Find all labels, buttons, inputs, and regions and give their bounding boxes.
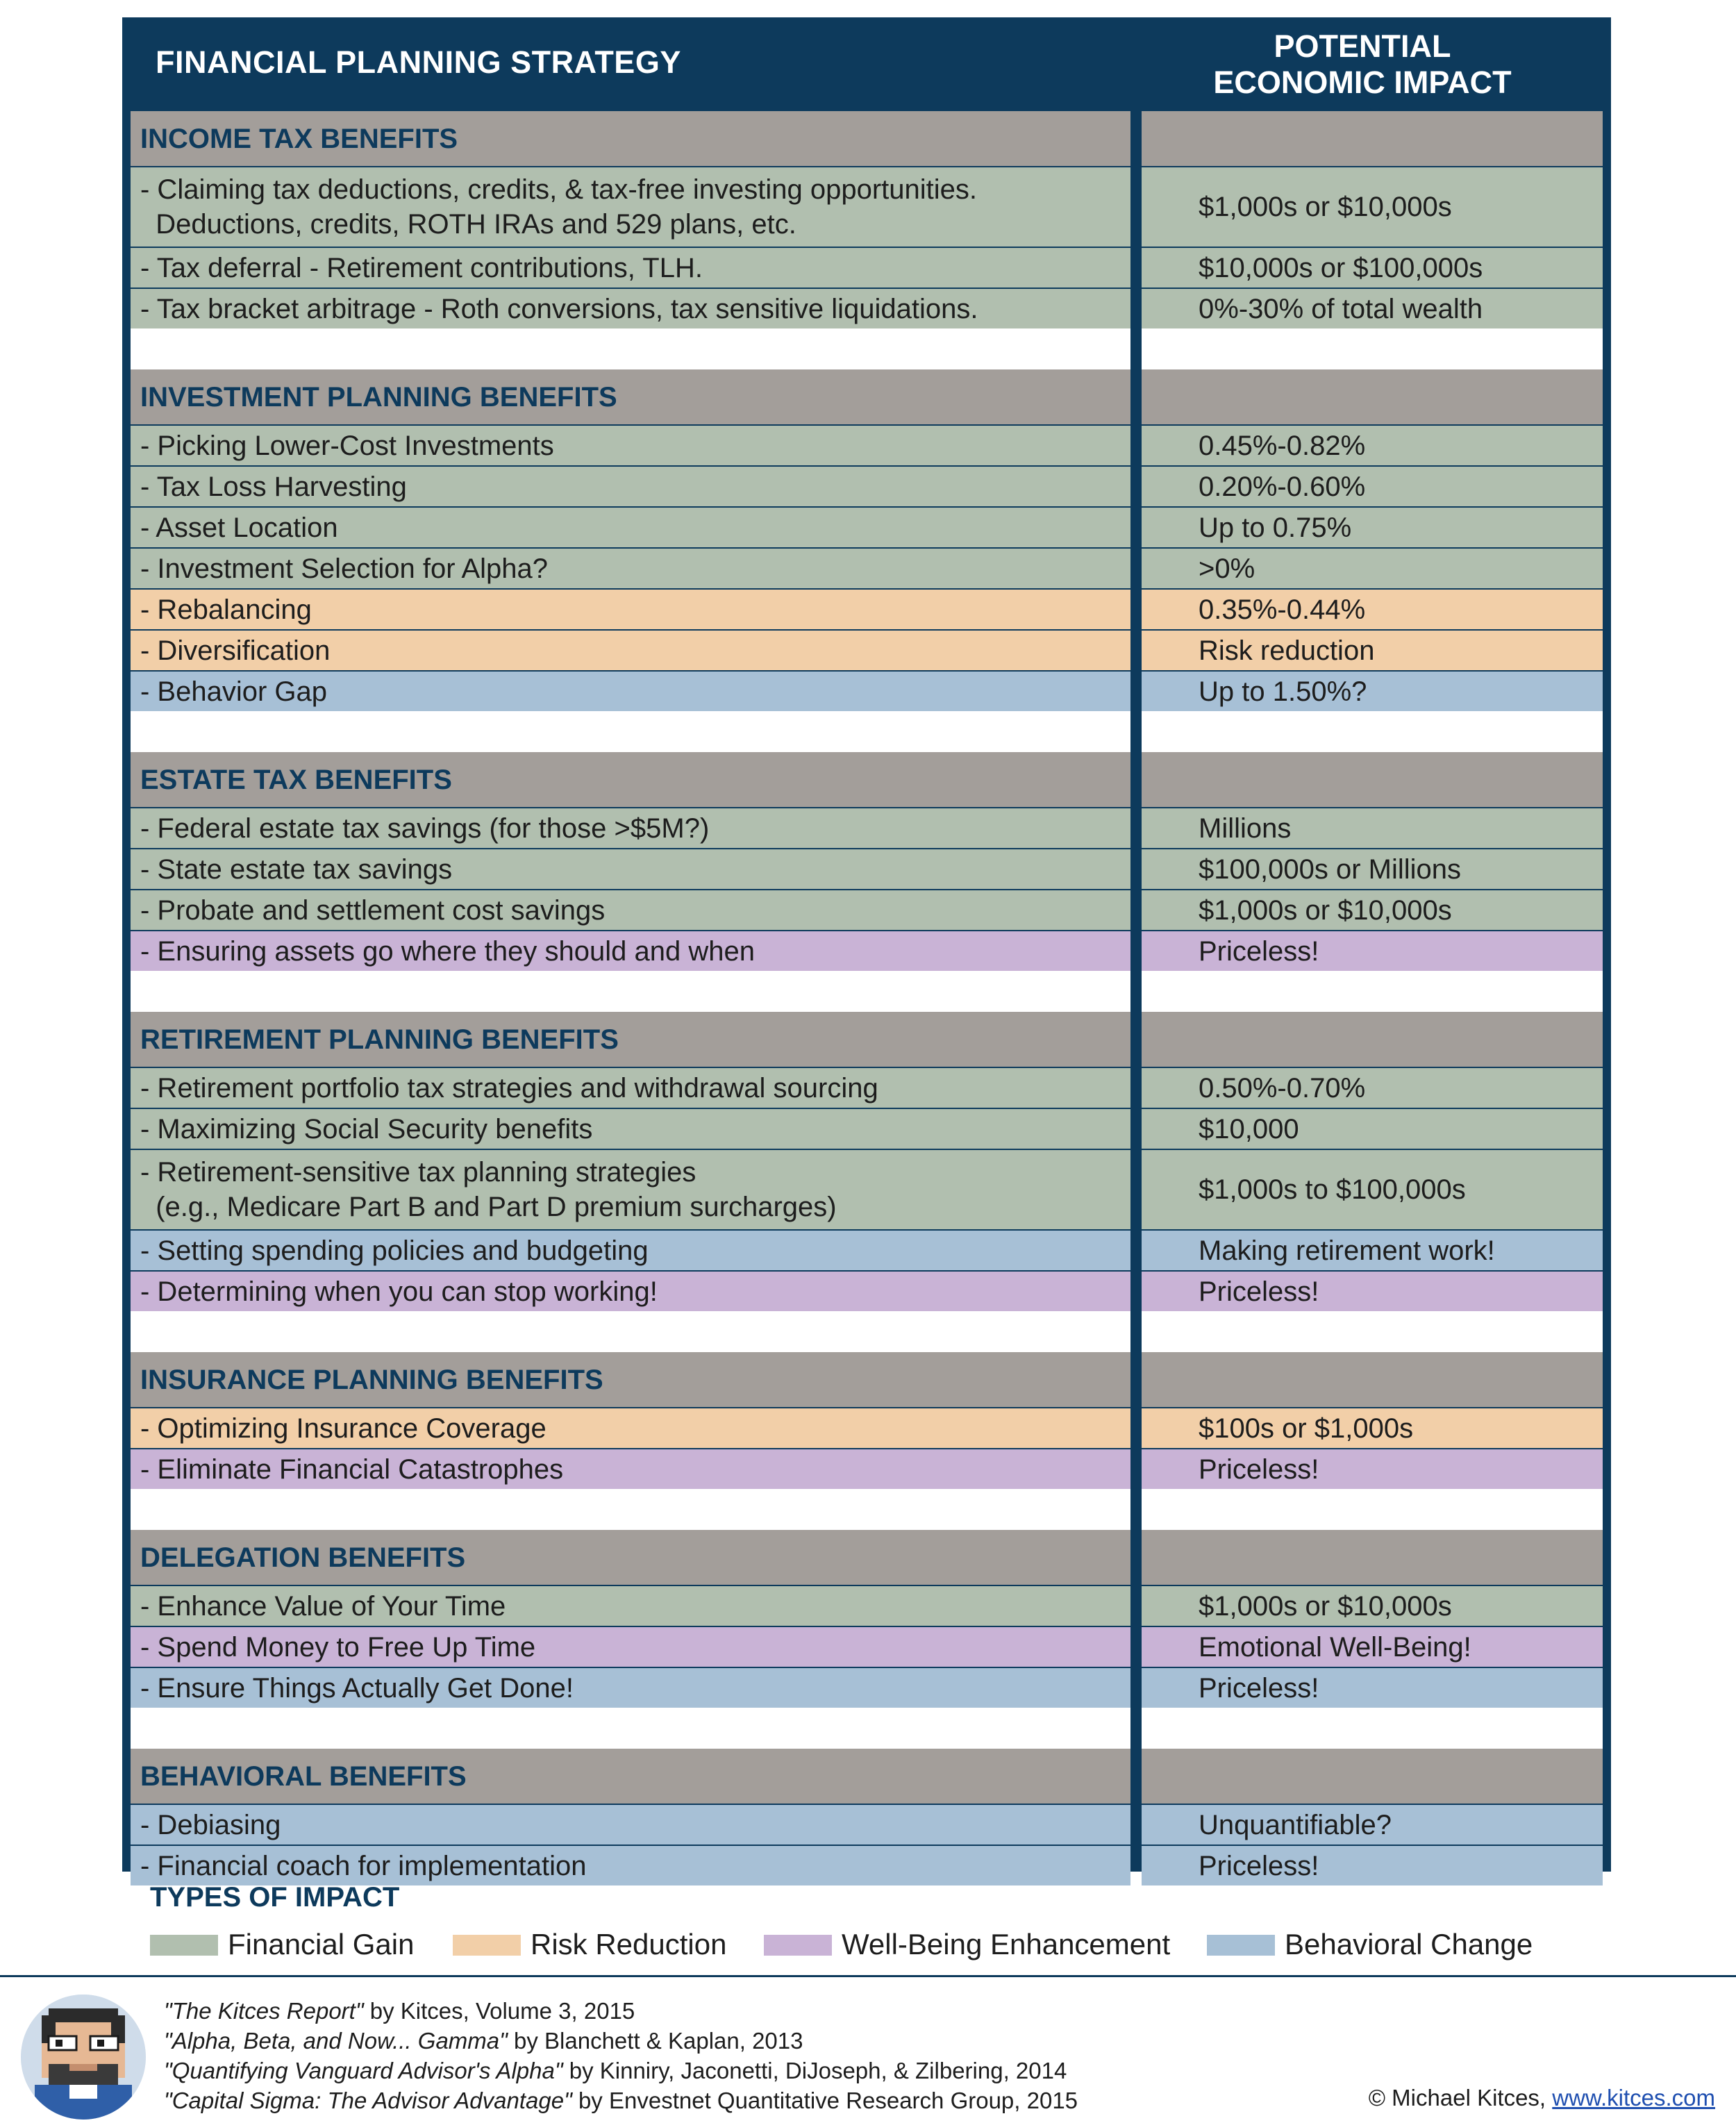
strategy-cell	[131, 465, 1130, 506]
section-title: INCOME TAX BENEFITS	[140, 123, 458, 154]
strategy-line: - Ensure Things Actually Get Done!	[140, 1672, 574, 1704]
strategy-cell	[131, 1270, 1130, 1311]
strategy-line: - Enhance Value of Your Time	[140, 1590, 506, 1622]
strategy-text	[140, 852, 1130, 887]
impact-cell	[1142, 424, 1603, 465]
strategy-cell	[131, 1448, 1130, 1489]
strategy-line: - Spend Money to Free Up Time	[140, 1631, 536, 1663]
reference-details: by Kitces, Volume 3, 2015	[363, 1998, 635, 2024]
impact-cell	[1142, 1067, 1603, 1108]
section-header	[131, 1530, 1130, 1585]
strategy-text	[140, 428, 1130, 463]
legend-title: TYPES OF IMPACT	[150, 1882, 400, 1913]
impact-value: Up to 0.75%	[1199, 512, 1352, 543]
spacer-row-impact-cell	[1142, 971, 1603, 1012]
strategy-text	[140, 510, 1130, 545]
strategy-line: - Picking Lower-Cost Investments	[140, 430, 554, 461]
section-header-impact-cell	[1142, 1530, 1603, 1585]
section-header	[131, 111, 1130, 166]
impact-value: 0.35%-0.44%	[1199, 594, 1366, 625]
section-header-impact-cell	[1142, 1749, 1603, 1804]
section-header-impact-cell	[1142, 1352, 1603, 1407]
legend-swatch	[150, 1935, 218, 1956]
strategy-line: - Ensuring assets go where they should and when	[140, 935, 755, 967]
impact-cell	[1142, 1448, 1603, 1489]
impact-value: Priceless!	[1199, 1672, 1319, 1704]
spacer-row	[131, 711, 1130, 752]
impact-cell	[1142, 588, 1603, 629]
spacer-row	[131, 328, 1130, 369]
footer-divider	[0, 1975, 1736, 1977]
spacer-row-impact-cell	[1142, 1708, 1603, 1749]
legend-swatch	[1207, 1935, 1275, 1956]
strategy-text	[140, 893, 1130, 928]
reference-title: "Alpha, Beta, and Now... Gamma"	[164, 2028, 508, 2054]
impact-cell	[1142, 1626, 1603, 1667]
strategy-line: - Investment Selection for Alpha?	[140, 553, 548, 584]
spacer-row-impact-cell	[1142, 711, 1603, 752]
strategy-line: - Diversification	[140, 635, 331, 666]
reference-item	[164, 1996, 1078, 2026]
impact-cell	[1142, 1108, 1603, 1149]
strategy-cell	[131, 1585, 1130, 1626]
strategy-line: - Tax Loss Harvesting	[140, 471, 407, 502]
impact-cell	[1142, 1407, 1603, 1448]
legend-label: Financial Gain	[228, 1928, 415, 1960]
impact-value: Risk reduction	[1199, 635, 1375, 666]
strategy-line: - Tax bracket arbitrage - Roth conversions, tax sensitive liquidations.	[140, 293, 978, 324]
impact-value: Priceless!	[1199, 1850, 1319, 1881]
strategy-text	[140, 1274, 1130, 1309]
impact-cell	[1142, 807, 1603, 848]
impact-cell	[1142, 247, 1603, 288]
strategy-cell	[131, 807, 1130, 848]
strategy-line: - Claiming tax deductions, credits, & tax-free investing opportunities.	[140, 174, 978, 205]
section-header	[131, 1749, 1130, 1804]
strategy-text	[140, 674, 1130, 709]
strategy-text	[140, 934, 1130, 969]
strategy-cell	[131, 1149, 1130, 1229]
legend-label: Behavioral Change	[1285, 1928, 1533, 1960]
impact-header-line2: ECONOMIC IMPACT	[1213, 65, 1512, 100]
strategy-text	[140, 551, 1130, 586]
strategy-text	[140, 1671, 1130, 1706]
strategy-cell	[131, 166, 1130, 247]
strategy-cell	[131, 506, 1130, 547]
section-title: DELEGATION BENEFITS	[140, 1542, 466, 1573]
strategy-line: (e.g., Medicare Part B and Part D premium surcharges)	[140, 1192, 837, 1222]
section-header-impact-cell	[1142, 1012, 1603, 1067]
section-header-impact-cell	[1142, 111, 1603, 166]
spacer-row	[131, 971, 1130, 1012]
table-body	[122, 17, 1611, 1881]
impact-cell	[1142, 629, 1603, 670]
legend-label: Risk Reduction	[531, 1928, 727, 1960]
section-header-impact-cell	[1142, 752, 1603, 807]
spacer-row	[131, 1708, 1130, 1749]
strategy-text	[140, 469, 1130, 504]
section-title: ESTATE TAX BENEFITS	[140, 764, 452, 795]
impact-value: Priceless!	[1199, 935, 1319, 967]
strategy-text	[140, 1589, 1130, 1624]
kitces-link[interactable]: www.kitces.com	[1552, 2085, 1715, 2110]
impact-cell	[1142, 1667, 1603, 1708]
strategy-text	[140, 292, 1130, 326]
strategy-text	[140, 251, 1130, 285]
impact-cell	[1142, 506, 1603, 547]
strategy-text	[140, 1233, 1130, 1268]
strategy-cell	[131, 848, 1130, 889]
impact-value: 0.20%-0.60%	[1199, 471, 1366, 502]
spacer-row-impact-cell	[1142, 1311, 1603, 1352]
strategy-line: - Asset Location	[140, 512, 338, 543]
impact-value: Emotional Well-Being!	[1199, 1631, 1471, 1663]
strategy-text	[140, 811, 1130, 846]
section-title: RETIREMENT PLANNING BENEFITS	[140, 1024, 619, 1055]
legend-swatch	[453, 1935, 521, 1956]
legend-swatch	[764, 1935, 832, 1956]
strategy-text	[140, 1849, 1130, 1883]
impact-value: $1,000s or $10,000s	[1199, 192, 1452, 222]
strategy-text	[140, 1630, 1130, 1665]
impact-header-line1: POTENTIAL	[1274, 28, 1451, 64]
strategy-line: - Probate and settlement cost savings	[140, 894, 606, 926]
strategy-text	[140, 633, 1130, 668]
impact-cell	[1142, 1585, 1603, 1626]
section-title: INSURANCE PLANNING BENEFITS	[140, 1364, 603, 1395]
strategy-line: - Behavior Gap	[140, 676, 328, 707]
section-title: INVESTMENT PLANNING BENEFITS	[140, 381, 617, 413]
strategy-line: - Determining when you can stop working!	[140, 1276, 658, 1307]
pixel-portrait-icon	[21, 1995, 146, 2120]
section-header	[131, 752, 1130, 807]
credit-line	[1369, 2085, 1715, 2111]
strategy-text	[140, 1112, 1130, 1147]
impact-value: $1,000s or $10,000s	[1199, 894, 1452, 926]
legend-label: Well-Being Enhancement	[842, 1928, 1171, 1960]
strategy-text	[140, 1452, 1130, 1487]
impact-cell	[1142, 1229, 1603, 1270]
strategy-table	[122, 17, 1611, 1881]
impact-cell	[1142, 1270, 1603, 1311]
strategy-line: - Maximizing Social Security benefits	[140, 1113, 593, 1144]
strategy-line: - Retirement-sensitive tax planning strategies	[140, 1157, 696, 1188]
impact-cell	[1142, 1149, 1603, 1229]
strategy-line: - Debiasing	[140, 1809, 281, 1840]
impact-value: Millions	[1199, 813, 1292, 844]
impact-value: >0%	[1199, 553, 1255, 584]
strategy-text	[140, 1071, 1130, 1106]
section-header	[131, 369, 1130, 424]
reference-item	[164, 2026, 1078, 2056]
reference-title: "The Kitces Report"	[164, 1998, 364, 2024]
impact-cell	[1142, 288, 1603, 328]
impact-value: $10,000	[1199, 1113, 1299, 1144]
reference-details: by Envestnet Quantitative Research Group, 2015	[571, 2088, 1078, 2113]
section-header-impact-cell	[1142, 369, 1603, 424]
strategy-text	[140, 592, 1130, 627]
strategy-cell	[131, 670, 1130, 711]
strategy-line: - Eliminate Financial Catastrophes	[140, 1454, 564, 1485]
impact-cell	[1142, 465, 1603, 506]
strategy-line: Deductions, credits, ROTH IRAs and 529 plans, etc.	[140, 209, 796, 240]
reference-details: by Kinniry, Jaconetti, DiJoseph, & Zilbering, 2014	[562, 2058, 1067, 2083]
strategy-cell	[131, 629, 1130, 670]
strategy-text	[140, 1155, 1130, 1224]
references	[164, 1996, 1078, 2115]
credit-text: © Michael Kitces,	[1368, 2085, 1553, 2110]
strategy-cell	[131, 1067, 1130, 1108]
spacer-row	[131, 1311, 1130, 1352]
strategy-cell	[131, 1407, 1130, 1448]
impact-value: Unquantifiable?	[1199, 1809, 1392, 1840]
reference-title: "Capital Sigma: The Advisor Advantage"	[164, 2088, 572, 2113]
impact-value: Up to 1.50%?	[1199, 676, 1367, 707]
impact-cell	[1142, 1845, 1603, 1885]
reference-item	[164, 2056, 1078, 2085]
strategy-line: - State estate tax savings	[140, 854, 453, 885]
strategy-cell	[131, 1804, 1130, 1845]
impact-value: $100s or $1,000s	[1199, 1413, 1414, 1444]
reference-item	[164, 2085, 1078, 2115]
strategy-cell	[131, 424, 1130, 465]
section-header	[131, 1352, 1130, 1407]
strategy-text	[140, 1808, 1130, 1842]
impact-value: Priceless!	[1199, 1276, 1319, 1307]
spacer-row-impact-cell	[1142, 1489, 1603, 1530]
impact-cell	[1142, 848, 1603, 889]
impact-cell	[1142, 889, 1603, 930]
strategy-line: - Optimizing Insurance Coverage	[140, 1413, 546, 1444]
impact-value: 0.50%-0.70%	[1199, 1072, 1366, 1104]
impact-cell	[1142, 1804, 1603, 1845]
impact-value: $1,000s to $100,000s	[1199, 1174, 1466, 1205]
strategy-text	[140, 1411, 1130, 1446]
impact-value: 0.45%-0.82%	[1199, 430, 1366, 461]
impact-value: Priceless!	[1199, 1454, 1319, 1485]
impact-value: $1,000s or $10,000s	[1199, 1590, 1452, 1622]
strategy-cell	[131, 288, 1130, 328]
impact-cell	[1142, 930, 1603, 971]
strategy-line: - Financial coach for implementation	[140, 1850, 587, 1881]
strategy-cell	[131, 930, 1130, 971]
strategy-line: - Rebalancing	[140, 594, 312, 625]
impact-value: $100,000s or Millions	[1199, 854, 1461, 885]
spacer-row	[131, 1489, 1130, 1530]
strategy-line: - Tax deferral - Retirement contributions, TLH.	[140, 252, 703, 283]
strategy-column-header: FINANCIAL PLANNING STRATEGY	[156, 44, 681, 80]
section-header	[131, 1012, 1130, 1067]
impact-cell	[1142, 670, 1603, 711]
impact-cell	[1142, 166, 1603, 247]
strategy-cell	[131, 889, 1130, 930]
strategy-cell	[131, 1108, 1130, 1149]
strategy-cell	[131, 547, 1130, 588]
impact-value: 0%-30% of total wealth	[1199, 293, 1483, 324]
strategy-cell	[131, 588, 1130, 629]
strategy-cell	[131, 247, 1130, 288]
strategy-cell	[131, 1229, 1130, 1270]
section-title: BEHAVIORAL BENEFITS	[140, 1760, 467, 1792]
reference-details: by Blanchett & Kaplan, 2013	[507, 2028, 803, 2054]
author-avatar	[21, 1995, 146, 2120]
impact-value: Making retirement work!	[1199, 1235, 1495, 1266]
strategy-line: - Retirement portfolio tax strategies and withdrawal sourcing	[140, 1072, 878, 1104]
strategy-line: - Setting spending policies and budgeting	[140, 1235, 649, 1266]
strategy-line: - Federal estate tax savings (for those >$5M?)	[140, 813, 710, 844]
impact-cell	[1142, 547, 1603, 588]
strategy-text	[140, 172, 1130, 242]
impact-value: $10,000s or $100,000s	[1199, 252, 1483, 283]
strategy-cell	[131, 1626, 1130, 1667]
strategy-cell	[131, 1667, 1130, 1708]
reference-title: "Quantifying Vanguard Advisor's Alpha"	[164, 2058, 563, 2083]
strategy-cell	[131, 1845, 1130, 1885]
spacer-row-impact-cell	[1142, 328, 1603, 369]
